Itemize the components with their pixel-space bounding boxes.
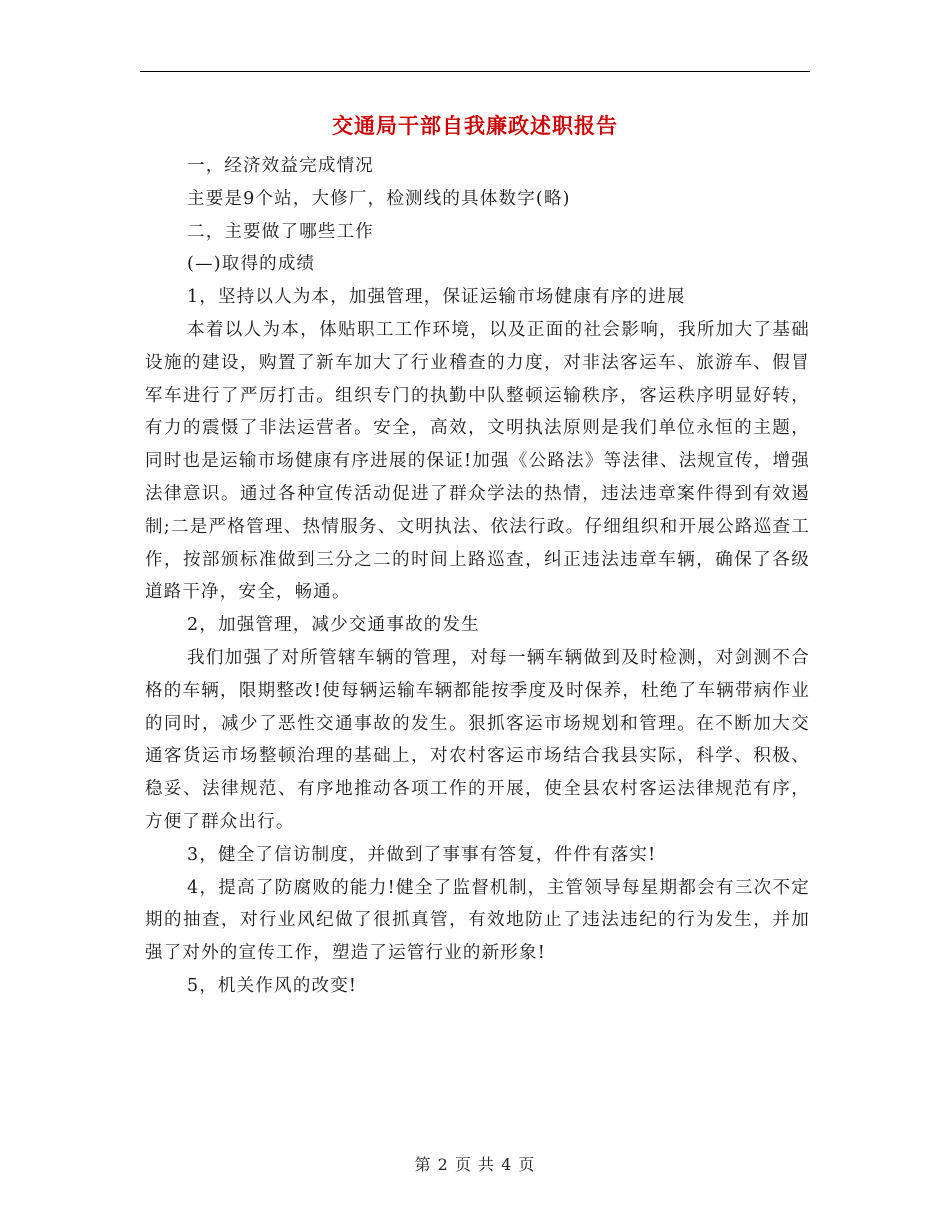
subsection-heading: (—)取得的成绩 [187,254,316,275]
page-number: 第 2 页 共 4 页 [414,1155,536,1174]
section-heading-1: 一，经济效益完成情况 [187,156,374,176]
document-body [145,150,810,1003]
section-heading-2: 二，主要做了哪些工作 [187,221,374,242]
paragraph: 本着以人为本，体贴职工工作环境，以及正面的社会影响，我所加大了基础设施的建设，购置了新车加大了行业稽查的力度，对非法客运车、旅游车、假冒军车进行了严厉打击。组织专门的执勤中队整顿运输秩序，客运秩序明显好转，有力的震慑了非法运营者。安全，高效，文明执法原则是我们单位永恒的主题，同时也是运输市场健康有序进展的保证!加强《公路法》等法律、法规宣传，增强法律意识。通过各种宣传活动促进了群众学法的热情，违法违章案件得到有效遏制;二是严格管理、热情服务、文明执法、依法行政。仔细组织和开展公路巡查工作，按部颁标准做到三分之二的时间上路巡查，纠正违法违章车辆，确保了各级道路干净，安全，畅通。 [145,319,810,603]
header-rule [140,71,810,72]
document-title: 交通局干部自我廉政述职报告 [332,113,618,138]
item-5: 5，机关作风的改变! [187,975,358,996]
item-heading-1: 1，坚持以人为本，加强管理，保证运输市场健康有序的进展 [187,287,686,308]
paragraph: 我们加强了对所管辖车辆的管理，对每一辆车辆做到及时检测，对剑测不合格的车辆，限期整改!使每辆运输车辆都能按季度及时保养，杜绝了车辆带病作业的同时，减少了恶性交通事故的发生。狠抓客运市场规划和管理。在不断加大交通客货运市场整顿治理的基础上，对农村客运市场结合我县实际，科学、积极、稳妥、法律规范、有序地推动各项工作的开展，使全县农村客运法律规范有序，方便了群众出行。 [145,647,810,832]
item-4: 4，提高了防腐败的能力!健全了监督机制，主管领导每星期都会有三次不定期的抽查，对行业风纪做了很抓真管，有效地防止了违法违纪的行为发生，并加强了对外的宣传工作，塑造了运管行业的新形象! [145,877,810,964]
item-3: 3，健全了信访制度，并做到了事事有答复，件件有落实! [187,844,657,865]
paragraph: 主要是9个站，大修厂，检测线的具体数字(略) [187,188,571,209]
item-heading-2: 2，加强管理，减少交通事故的发生 [187,615,480,636]
